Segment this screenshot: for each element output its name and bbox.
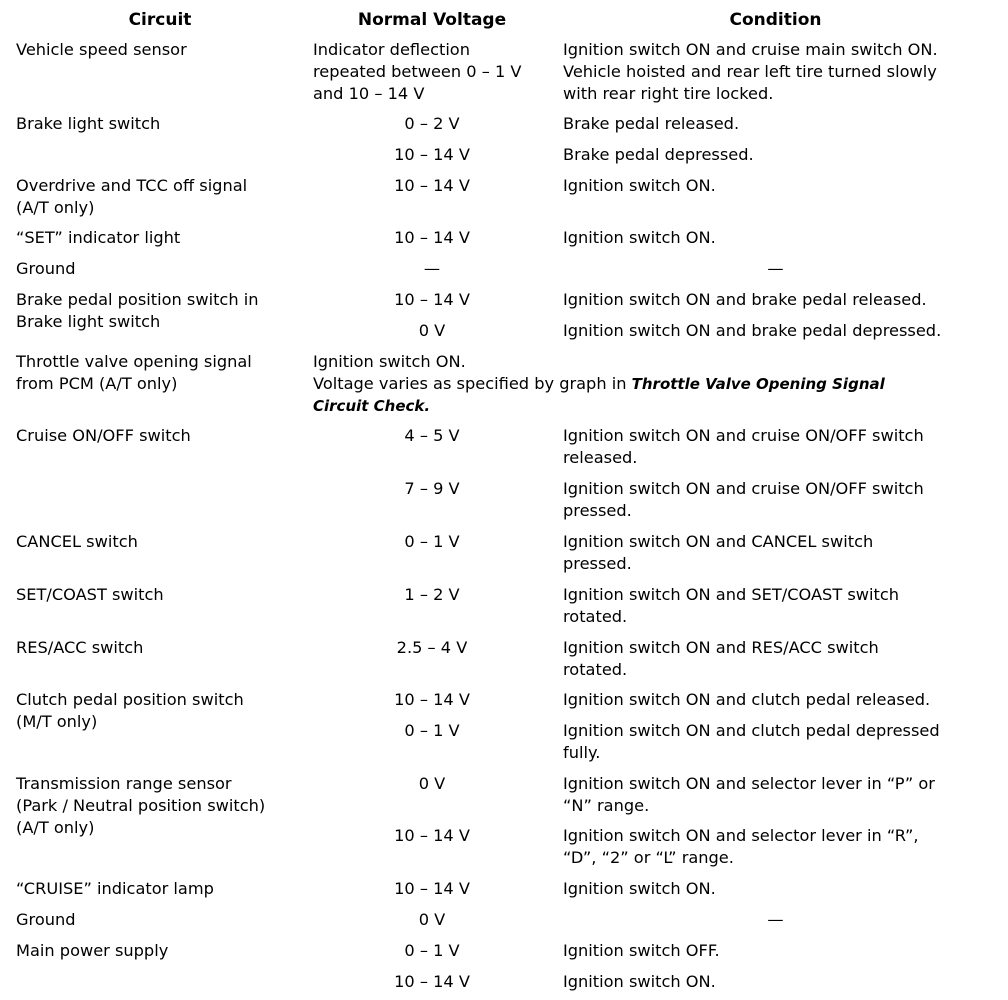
voltage-clutch-released: 10 – 14 V	[394, 690, 470, 709]
circuit-vehicle-speed-sensor: Vehicle speed sensor	[16, 40, 187, 59]
circuit-set-coast-switch: SET/COAST switch	[16, 585, 164, 604]
condition-overdrive-tcc-off: Ignition switch ON.	[563, 176, 716, 195]
voltage-ground-1: —	[423, 259, 441, 278]
voltage-clutch-depressed: 0 – 1 V	[404, 721, 460, 740]
condition-cruise-indicator-lamp: Ignition switch ON.	[563, 879, 716, 898]
circuit-throttle-valve-opening-signal: Throttle valve opening signal from PCM (A/T only)	[16, 352, 252, 393]
condition-set-indicator-light: Ignition switch ON.	[563, 228, 716, 247]
throttle-condition-line-1: Ignition switch ON.	[313, 352, 466, 371]
condition-cancel-switch: Ignition switch ON and CANCEL switch pressed.	[563, 532, 874, 573]
circuit-res-acc-switch: RES/ACC switch	[16, 638, 144, 657]
condition-main-power-on: Ignition switch ON.	[563, 972, 716, 991]
circuit-overdrive-tcc-off: Overdrive and TCC off signal (A/T only)	[16, 176, 248, 217]
circuit-main-power-supply: Main power supply	[16, 941, 169, 960]
circuit-transmission-range-sensor: Transmission range sensor (Park / Neutral position switch) (A/T only)	[16, 774, 266, 837]
throttle-condition-line-2	[313, 373, 1003, 395]
circuit-ground-2: Ground	[16, 910, 76, 929]
circuit-cruise-onoff-switch: Cruise ON/OFF switch	[16, 426, 191, 445]
voltage-brake-light-released: 0 – 2 V	[404, 114, 460, 133]
voltage-brake-pedal-depressed: 0 V	[418, 321, 446, 340]
condition-vehicle-speed-sensor: Ignition switch ON and cruise main switch ON. Vehicle hoisted and rear left tire turned slowly with rear right tire locked.	[563, 40, 938, 103]
header-circuit: Circuit	[128, 10, 192, 30]
circuit-set-indicator-light: “SET” indicator light	[16, 228, 181, 247]
condition-brake-light-released: Brake pedal released.	[563, 114, 740, 133]
header-condition: Condition	[729, 10, 822, 30]
condition-clutch-released: Ignition switch ON and clutch pedal released.	[563, 690, 931, 709]
condition-brake-pedal-depressed: Ignition switch ON and brake pedal depressed.	[563, 321, 942, 340]
voltage-trs-r-d-2-l: 10 – 14 V	[394, 826, 470, 845]
condition-trs-p-n: Ignition switch ON and selector lever in “P” or “N” range.	[563, 774, 935, 815]
circuit-ground-1: Ground	[16, 259, 76, 278]
voltage-main-power-on: 10 – 14 V	[394, 972, 470, 991]
voltage-main-power-off: 0 – 1 V	[404, 941, 460, 960]
condition-ground-2: —	[767, 910, 784, 929]
throttle-section-reference-part-1: Throttle Valve Opening Signal	[631, 375, 885, 393]
voltage-cruise-onoff-pressed: 7 – 9 V	[404, 479, 460, 498]
header-normal-voltage: Normal Voltage	[357, 10, 507, 30]
voltage-cruise-onoff-released: 4 – 5 V	[404, 426, 460, 445]
condition-ground-1: —	[767, 259, 784, 278]
circuit-brake-pedal-position-switch: Brake pedal position switch in Brake light switch	[16, 290, 259, 331]
condition-cruise-onoff-released: Ignition switch ON and cruise ON/OFF switch released.	[563, 426, 924, 467]
throttle-condition-line-3	[313, 395, 1003, 417]
throttle-condition-text: Voltage varies as specified by graph in	[313, 374, 632, 393]
circuit-clutch-pedal-position-switch: Clutch pedal position switch (M/T only)	[16, 690, 244, 731]
voltage-vehicle-speed-sensor: Indicator deflection repeated between 0 – 1 V and 10 – 14 V	[313, 40, 522, 103]
throttle-section-reference-part-2: Circuit Check	[313, 397, 425, 415]
voltage-ground-2: 0 V	[418, 910, 446, 929]
voltage-brake-light-depressed: 10 – 14 V	[394, 145, 470, 164]
voltage-overdrive-tcc-off: 10 – 14 V	[394, 176, 470, 195]
throttle-section-reference-end: .	[424, 397, 431, 415]
condition-main-power-off: Ignition switch OFF.	[563, 941, 720, 960]
condition-brake-pedal-released: Ignition switch ON and brake pedal released.	[563, 290, 927, 309]
voltage-set-indicator-light: 10 – 14 V	[394, 228, 470, 247]
condition-trs-r-d-2-l: Ignition switch ON and selector lever in “R”, “D”, “2” or “L” range.	[563, 826, 919, 867]
circuit-brake-light-switch: Brake light switch	[16, 114, 161, 133]
circuit-cruise-indicator-lamp: “CRUISE” indicator lamp	[16, 879, 214, 898]
voltage-cancel-switch: 0 – 1 V	[404, 532, 460, 551]
circuit-cancel-switch: CANCEL switch	[16, 532, 138, 551]
condition-res-acc-switch: Ignition switch ON and RES/ACC switch rotated.	[563, 638, 879, 679]
voltage-res-acc-switch: 2.5 – 4 V	[396, 638, 468, 657]
voltage-set-coast-switch: 1 – 2 V	[404, 585, 460, 604]
condition-cruise-onoff-pressed: Ignition switch ON and cruise ON/OFF switch pressed.	[563, 479, 924, 520]
condition-brake-light-depressed: Brake pedal depressed.	[563, 145, 754, 164]
condition-set-coast-switch: Ignition switch ON and SET/COAST switch rotated.	[563, 585, 900, 626]
voltage-brake-pedal-released: 10 – 14 V	[394, 290, 470, 309]
condition-clutch-depressed: Ignition switch ON and clutch pedal depressed fully.	[563, 721, 940, 762]
voltage-cruise-indicator-lamp: 10 – 14 V	[394, 879, 470, 898]
voltage-trs-p-n: 0 V	[418, 774, 446, 793]
